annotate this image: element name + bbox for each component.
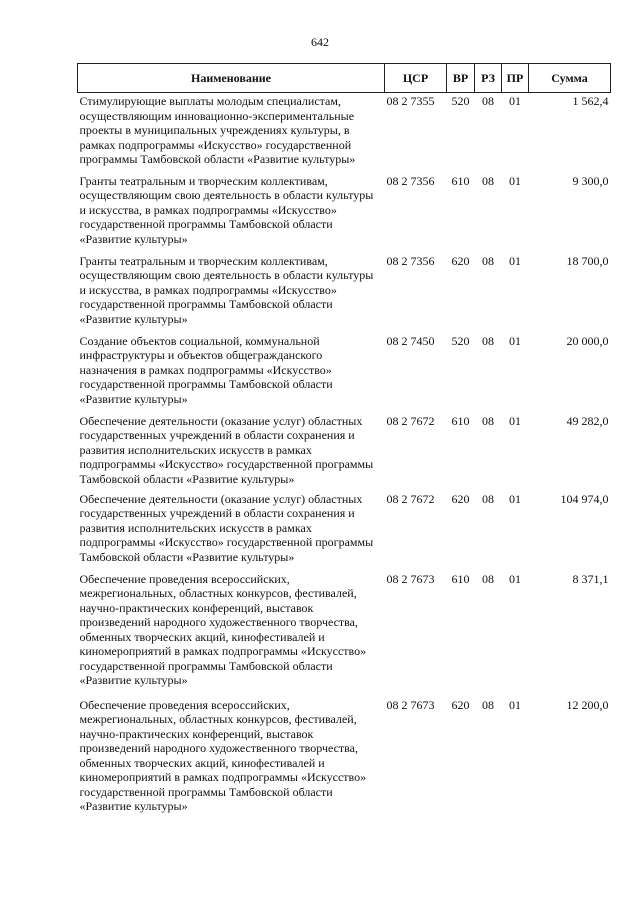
row-sum: 1 562,4 [572,94,609,108]
row-vr: 620 [451,697,470,712]
row-vr: 520 [451,333,470,348]
row-name: Стимулирующие выплаты молодым специалистам, осуществляющим инновационно-экспериментальные проекты в муниципальных учреждениях культуры, в рамках подпрограммы «Искусство» государственной программы Тамбовской области «Развитие культуры» [79,94,356,166]
row-pr: 01 [509,94,521,108]
row-name: Обеспечение деятельности (оказание услуг) областных государственных учреждений в области сохранения и развития исполнительских искусств в рамках подпрограммы «Искусство» государственной программы Тамбовской области «Развитие культуры» [79,491,374,564]
row-name: Обеспечение деятельности (оказание услуг) областных государственных учреждений в области сохранения и развития исполнительских искусств в рамках подпрограммы «Искусство» государственной программы Тамбовской области «Развитие культуры» [79,413,374,486]
table-row [78,173,611,253]
row-pr: 01 [509,491,521,506]
header-sum: Сумма [529,64,611,93]
row-rz: 08 [482,253,494,268]
table-row [78,253,611,333]
header-vr: ВР [447,64,475,93]
row-name: Обеспечение проведения всероссийских, межрегиональных, областных конкурсов, фестивалей, научно-практических конференций, выставок произведений народного художественного творчества, обменных творческих акций, кинофестивалей и киномероприятий в рамках подпрограммы «Искусство» государственной программы Тамбовской области «Развитие культуры» [79,697,367,813]
row-rz: 08 [482,333,494,348]
table-header-row [78,64,611,93]
header-pr: ПР [502,64,529,93]
row-csr: 08 2 7356 [386,173,435,188]
row-sum: 12 200,0 [566,697,609,712]
row-sum: 9 300,0 [572,173,609,188]
row-rz: 08 [482,571,494,586]
table-row [78,491,611,571]
row-vr: 620 [451,253,470,268]
row-sum: 8 371,1 [572,571,609,586]
header-csr: ЦСР [385,64,447,93]
row-rz: 08 [482,491,494,506]
row-rz: 08 [482,173,494,188]
row-csr: 08 2 7355 [386,94,435,108]
row-sum: 18 700,0 [566,253,609,268]
row-name: Гранты театральным и творческим коллективам, осуществляющим свою деятельность в области культуры и искусства, в рамках подпрограммы «Искусство» государственной программы Тамбовской области «Развитие культуры» [79,173,374,246]
row-name: Обеспечение проведения всероссийских, межрегиональных, областных конкурсов, фестивалей, научно-практических конференций, выставок произведений народного художественного творчества, обменных творческих акций, кинофестивалей и киномероприятий в рамках подпрограммы «Искусство» государственной программы Тамбовской области «Развитие культуры» [79,571,367,687]
row-name: Создание объектов социальной, коммунальной инфраструктуры и объектов общегражданского назначения в рамках подпрограммы «Искусство» государственной программы Тамбовской области «Развитие культуры» [79,333,333,406]
row-csr: 08 2 7672 [386,491,435,506]
row-pr: 01 [509,571,521,586]
row-vr: 620 [451,491,470,506]
row-pr: 01 [509,697,521,712]
row-csr: 08 2 7673 [386,697,435,712]
row-pr: 01 [509,333,521,348]
row-vr: 610 [451,173,470,188]
row-sum: 49 282,0 [566,413,609,428]
row-name: Гранты театральным и творческим коллективам, осуществляющим свою деятельность в области культуры и искусства, в рамках подпрограммы «Искусство» государственной программы Тамбовской области «Развитие культуры» [79,253,374,326]
table-row [78,571,611,697]
row-pr: 01 [509,173,521,188]
row-sum: 20 000,0 [566,333,609,348]
row-sum: 104 974,0 [560,491,609,506]
row-csr: 08 2 7450 [386,333,435,348]
table-row [78,697,611,823]
table-row [78,413,611,491]
table-row [78,333,611,413]
row-vr: 520 [451,94,470,108]
row-pr: 01 [509,253,521,268]
row-rz: 08 [482,94,494,108]
row-vr: 610 [451,571,470,586]
budget-table [77,63,611,823]
row-csr: 08 2 7673 [386,571,435,586]
row-csr: 08 2 7356 [386,253,435,268]
row-rz: 08 [482,697,494,712]
row-vr: 610 [451,413,470,428]
row-csr: 08 2 7672 [386,413,435,428]
row-rz: 08 [482,413,494,428]
table-row [78,93,611,173]
page-number: 642 [311,35,329,49]
header-rz: РЗ [475,64,502,93]
row-pr: 01 [509,413,521,428]
header-name: Наименование [78,64,385,93]
